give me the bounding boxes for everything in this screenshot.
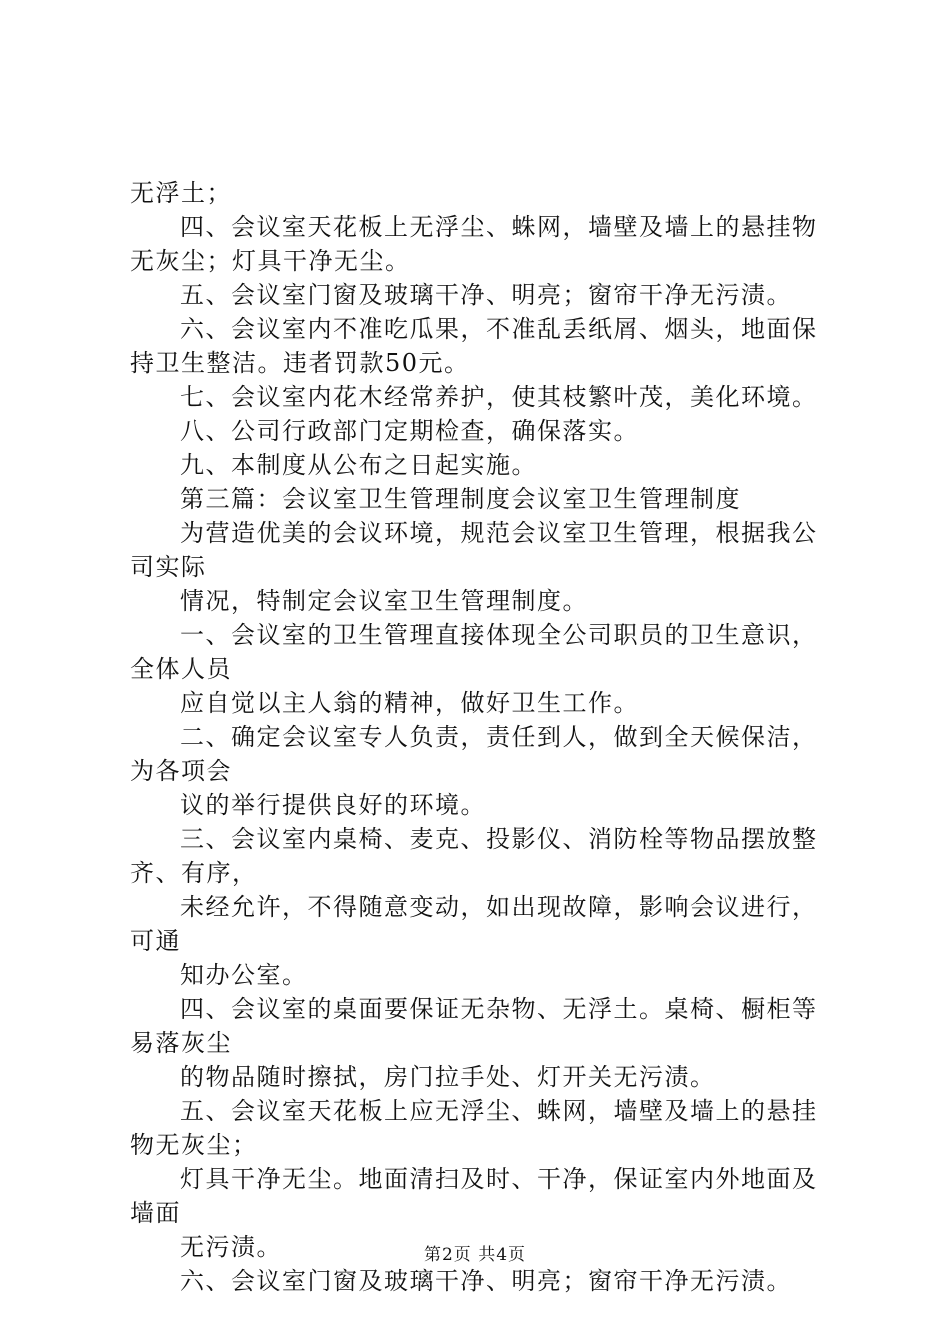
text-line: 无灰尘；灯具干净无尘。 [130, 247, 411, 275]
text-line: 五、会议室门窗及玻璃干净、明亮；窗帘干净无污渍。 [180, 281, 792, 309]
text-line: 五、会议室天花板上应无浮尘、蛛网，墙壁及墙上的悬挂 [180, 1097, 818, 1125]
text-line: 七、会议室内花木经常养护，使其枝繁叶茂，美化环境。 [180, 383, 818, 411]
text-line: 四、会议室天花板上无浮尘、蛛网，墙壁及墙上的悬挂物 [180, 213, 818, 241]
text-line: 八、公司行政部门定期检查，确保落实。 [180, 417, 639, 445]
text-line: 可通 [130, 927, 181, 955]
text-line: 知办公室。 [180, 961, 308, 989]
text-line: 四、会议室的桌面要保证无杂物、无浮土。桌椅、橱柜等 [180, 995, 818, 1023]
page-number-footer: 第2页 共4页 [423, 1245, 527, 1265]
section-heading: 第三篇：会议室卫生管理制度会议室卫生管理制度 [180, 485, 741, 513]
text-line: 墙面 [130, 1199, 181, 1227]
text-line: 无浮土； [130, 179, 232, 207]
text-line: 为营造优美的会议环境，规范会议室卫生管理，根据我公 [180, 519, 818, 547]
text-line: 九、本制度从公布之日起实施。 [180, 451, 537, 479]
text-line: 应自觉以主人翁的精神，做好卫生工作。 [180, 689, 639, 717]
text-line: 情况，特制定会议室卫生管理制度。 [180, 587, 588, 615]
text-line: 二、确定会议室专人负责，责任到人，做到全天候保洁， [180, 723, 818, 751]
text-line: 物无灰尘； [130, 1131, 258, 1159]
text-line: 议的举行提供良好的环境。 [180, 791, 486, 819]
text-line: 六、会议室内不准吃瓜果，不准乱丢纸屑、烟头，地面保 [180, 315, 818, 343]
text-line: 的物品随时擦拭，房门拉手处、灯开关无污渍。 [180, 1063, 716, 1091]
text-line: 齐、有序， [130, 859, 258, 887]
text-line: 一、会议室的卫生管理直接体现全公司职员的卫生意识， [180, 621, 818, 649]
text-line: 六、会议室门窗及玻璃干净、明亮；窗帘干净无污渍。 [180, 1267, 792, 1295]
text-line: 全体人员 [130, 655, 232, 683]
text-line: 未经允许，不得随意变动，如出现故障，影响会议进行， [180, 893, 818, 921]
text-line: 持卫生整洁。违者罚款50元。 [130, 349, 470, 377]
text-line: 灯具干净无尘。地面清扫及时、干净，保证室内外地面及 [180, 1165, 818, 1193]
text-line: 三、会议室内桌椅、麦克、投影仪、消防栓等物品摆放整 [180, 825, 818, 853]
text-line: 为各项会 [130, 757, 232, 785]
text-line: 无污渍。 [180, 1233, 282, 1261]
text-line: 易落灰尘 [130, 1029, 232, 1057]
text-line: 司实际 [130, 553, 207, 581]
document-body [130, 176, 840, 1298]
